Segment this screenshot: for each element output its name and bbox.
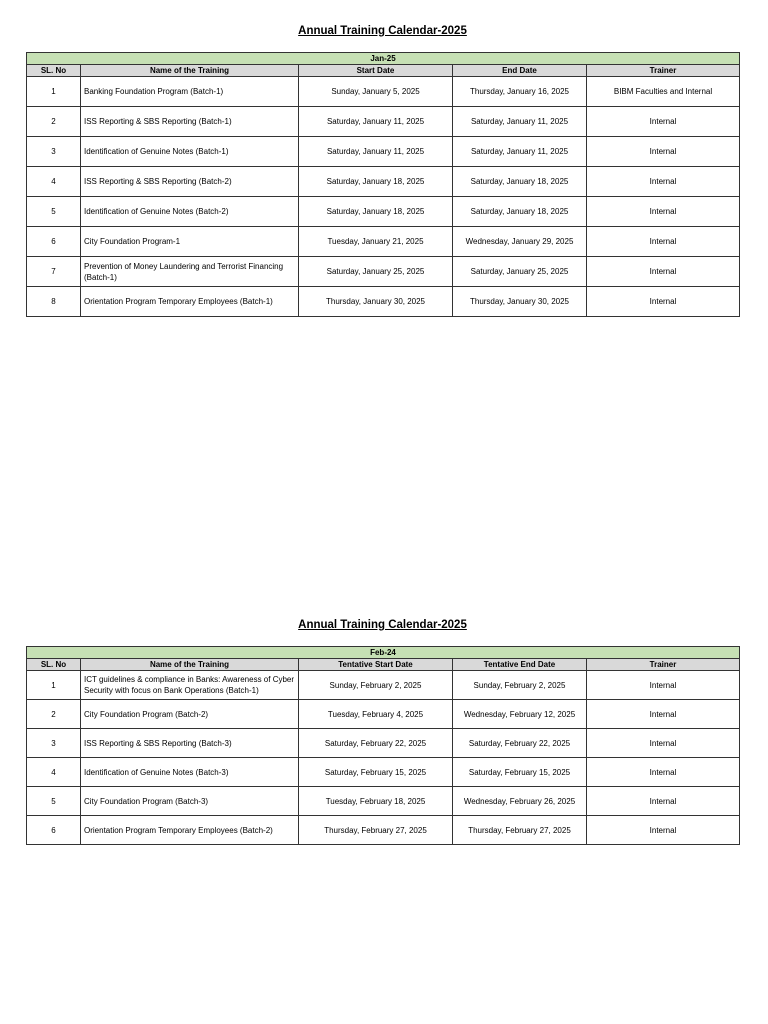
calendar-section-february	[26, 616, 739, 845]
training-name-cell: ISS Reporting & SBS Reporting (Batch-3)	[81, 729, 299, 758]
training-name-cell: Identification of Genuine Notes (Batch-2)	[81, 197, 299, 227]
table-row	[27, 729, 740, 758]
header-start-date: Start Date	[299, 65, 453, 77]
training-name-cell: City Foundation Program (Batch-2)	[81, 700, 299, 729]
end-date-cell: Saturday, January 11, 2025	[453, 137, 587, 167]
calendar-section-january	[26, 22, 739, 317]
start-date-cell: Tuesday, February 4, 2025	[299, 700, 453, 729]
sl-no-cell: 1	[27, 671, 81, 700]
calendar-title: Annual Training Calendar-2025	[298, 25, 467, 37]
end-date-cell: Saturday, February 22, 2025	[453, 729, 587, 758]
training-name-cell: Banking Foundation Program (Batch-1)	[81, 77, 299, 107]
start-date-cell: Sunday, January 5, 2025	[299, 77, 453, 107]
trainer-cell: Internal	[587, 816, 740, 845]
header-end-date: Tentative End Date	[453, 659, 587, 671]
sl-no-cell: 2	[27, 107, 81, 137]
start-date-cell: Saturday, February 22, 2025	[299, 729, 453, 758]
end-date-cell: Thursday, January 16, 2025	[453, 77, 587, 107]
table-row	[27, 758, 740, 787]
training-name-cell: Orientation Program Temporary Employees (Batch-2)	[81, 816, 299, 845]
end-date-cell: Saturday, January 11, 2025	[453, 107, 587, 137]
sl-no-cell: 3	[27, 137, 81, 167]
table-row	[27, 287, 740, 317]
start-date-cell: Thursday, February 27, 2025	[299, 816, 453, 845]
end-date-cell: Wednesday, January 29, 2025	[453, 227, 587, 257]
header-start-date: Tentative Start Date	[299, 659, 453, 671]
training-name-cell: Identification of Genuine Notes (Batch-3)	[81, 758, 299, 787]
table-row	[27, 107, 740, 137]
month-label: Feb-24	[27, 647, 740, 659]
sl-no-cell: 5	[27, 197, 81, 227]
table-row	[27, 77, 740, 107]
header-trainer: Trainer	[587, 659, 740, 671]
header-sl-no: SL. No	[27, 65, 81, 77]
end-date-cell: Wednesday, February 26, 2025	[453, 787, 587, 816]
table-body	[27, 77, 740, 317]
month-row	[27, 53, 740, 65]
end-date-cell: Saturday, February 15, 2025	[453, 758, 587, 787]
header-training-name: Name of the Training	[81, 65, 299, 77]
header-end-date: End Date	[453, 65, 587, 77]
trainer-cell: Internal	[587, 107, 740, 137]
start-date-cell: Thursday, January 30, 2025	[299, 287, 453, 317]
month-label: Jan-25	[27, 53, 740, 65]
table-body	[27, 671, 740, 845]
end-date-cell: Thursday, February 27, 2025	[453, 816, 587, 845]
table-row	[27, 257, 740, 287]
table-row	[27, 816, 740, 845]
header-training-name: Name of the Training	[81, 659, 299, 671]
header-trainer: Trainer	[587, 65, 740, 77]
trainer-cell: Internal	[587, 671, 740, 700]
sl-no-cell: 7	[27, 257, 81, 287]
header-row	[27, 659, 740, 671]
table-row	[27, 137, 740, 167]
trainer-cell: Internal	[587, 137, 740, 167]
sl-no-cell: 4	[27, 758, 81, 787]
end-date-cell: Wednesday, February 12, 2025	[453, 700, 587, 729]
sl-no-cell: 8	[27, 287, 81, 317]
table-row	[27, 787, 740, 816]
table-row	[27, 227, 740, 257]
training-table	[26, 52, 740, 317]
trainer-cell: Internal	[587, 700, 740, 729]
end-date-cell: Saturday, January 18, 2025	[453, 167, 587, 197]
end-date-cell: Saturday, January 25, 2025	[453, 257, 587, 287]
calendar-title: Annual Training Calendar-2025	[298, 619, 467, 631]
training-name-cell: ISS Reporting & SBS Reporting (Batch-1)	[81, 107, 299, 137]
sl-no-cell: 5	[27, 787, 81, 816]
training-name-cell: Orientation Program Temporary Employees (Batch-1)	[81, 287, 299, 317]
table-row	[27, 197, 740, 227]
sl-no-cell: 4	[27, 167, 81, 197]
start-date-cell: Saturday, January 18, 2025	[299, 197, 453, 227]
table-row	[27, 167, 740, 197]
month-row	[27, 647, 740, 659]
header-sl-no: SL. No	[27, 659, 81, 671]
end-date-cell: Thursday, January 30, 2025	[453, 287, 587, 317]
trainer-cell: BIBM Faculties and Internal	[587, 77, 740, 107]
start-date-cell: Saturday, January 11, 2025	[299, 107, 453, 137]
start-date-cell: Saturday, January 11, 2025	[299, 137, 453, 167]
trainer-cell: Internal	[587, 227, 740, 257]
table-row	[27, 700, 740, 729]
training-name-cell: ICT guidelines & compliance in Banks: Awareness of Cyber Security with focus on Bank Operations (Batch-1)	[81, 671, 299, 700]
end-date-cell: Sunday, February 2, 2025	[453, 671, 587, 700]
trainer-cell: Internal	[587, 787, 740, 816]
training-name-cell: Prevention of Money Laundering and Terrorist Financing (Batch-1)	[81, 257, 299, 287]
trainer-cell: Internal	[587, 758, 740, 787]
trainer-cell: Internal	[587, 257, 740, 287]
sl-no-cell: 2	[27, 700, 81, 729]
trainer-cell: Internal	[587, 287, 740, 317]
training-name-cell: City Foundation Program (Batch-3)	[81, 787, 299, 816]
trainer-cell: Internal	[587, 729, 740, 758]
training-name-cell: ISS Reporting & SBS Reporting (Batch-2)	[81, 167, 299, 197]
training-name-cell: Identification of Genuine Notes (Batch-1)	[81, 137, 299, 167]
sl-no-cell: 3	[27, 729, 81, 758]
start-date-cell: Sunday, February 2, 2025	[299, 671, 453, 700]
start-date-cell: Saturday, February 15, 2025	[299, 758, 453, 787]
header-row	[27, 65, 740, 77]
start-date-cell: Saturday, January 25, 2025	[299, 257, 453, 287]
sl-no-cell: 6	[27, 227, 81, 257]
trainer-cell: Internal	[587, 197, 740, 227]
trainer-cell: Internal	[587, 167, 740, 197]
start-date-cell: Saturday, January 18, 2025	[299, 167, 453, 197]
training-table	[26, 646, 740, 845]
training-name-cell: City Foundation Program-1	[81, 227, 299, 257]
end-date-cell: Saturday, January 18, 2025	[453, 197, 587, 227]
sl-no-cell: 1	[27, 77, 81, 107]
sl-no-cell: 6	[27, 816, 81, 845]
table-row	[27, 671, 740, 700]
start-date-cell: Tuesday, February 18, 2025	[299, 787, 453, 816]
start-date-cell: Tuesday, January 21, 2025	[299, 227, 453, 257]
